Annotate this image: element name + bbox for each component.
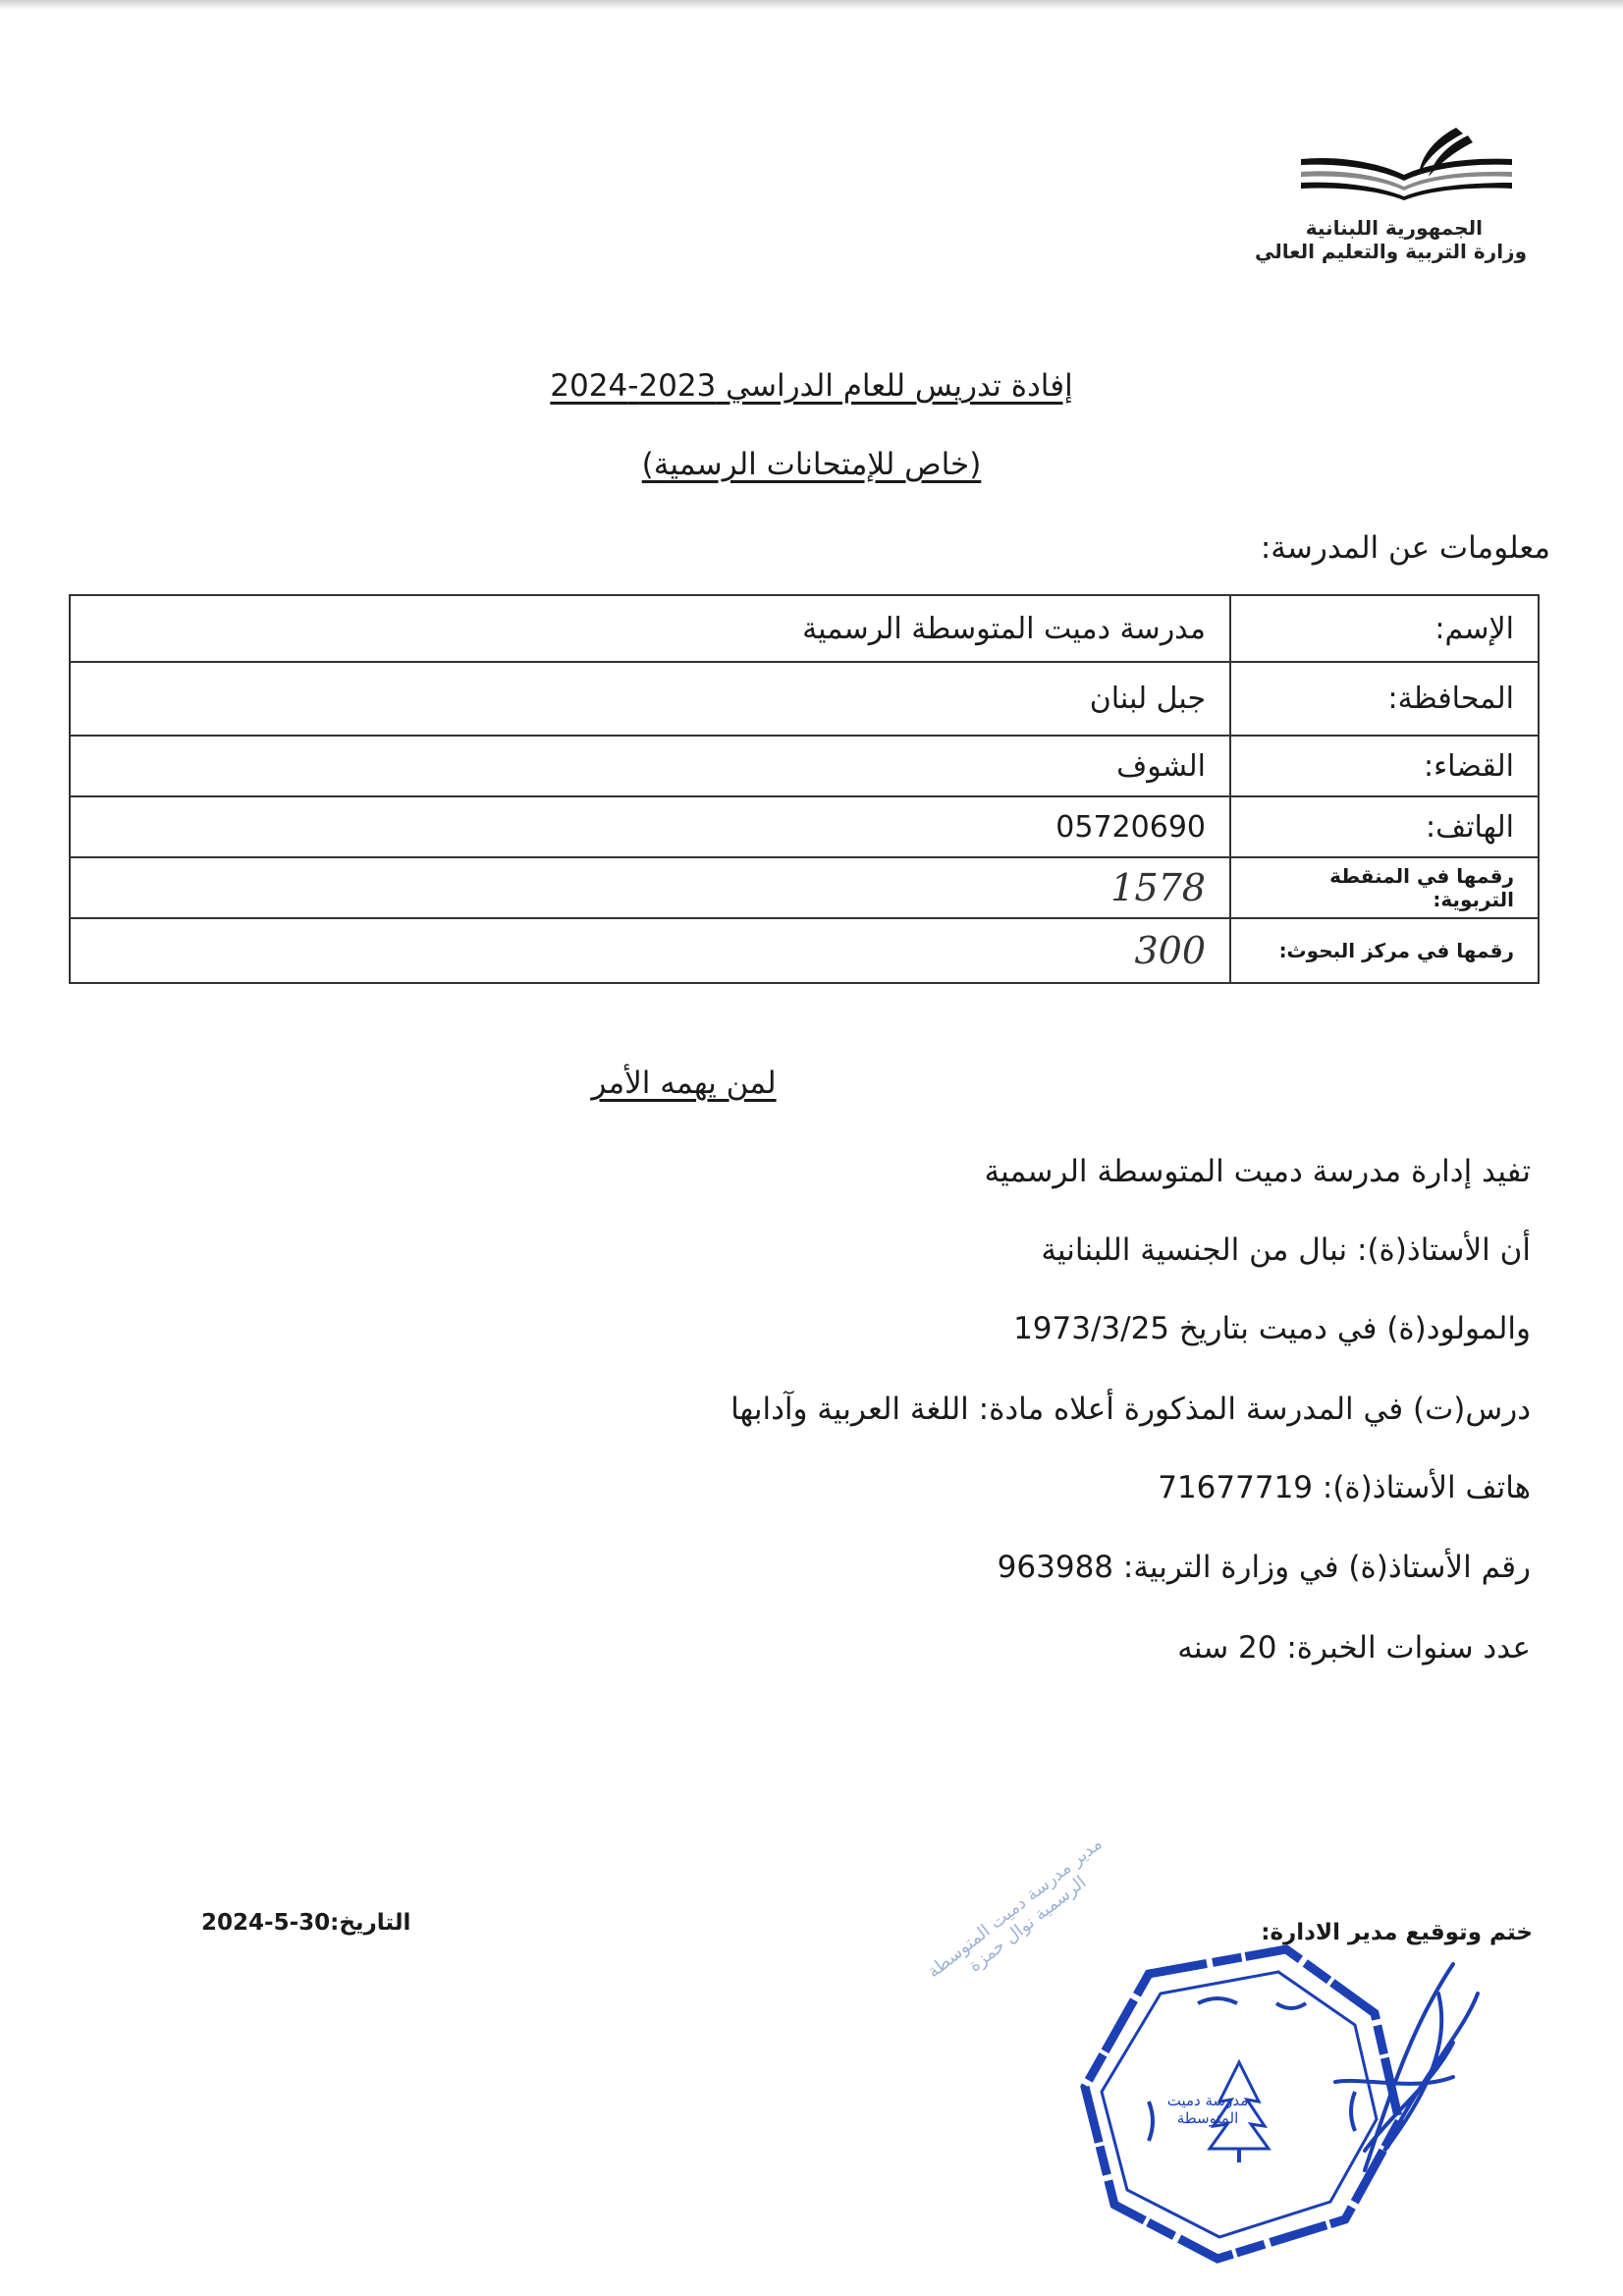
educational-zone-number-label: رقمها في المنقطة التربوية:: [1230, 857, 1539, 918]
table-row: [70, 918, 1539, 983]
phone-value: 05720690: [70, 796, 1230, 857]
letter-line-birth: والمولود(ة) في دميت بتاريخ 1973/3/25: [1013, 1311, 1531, 1346]
official-stamp-icon: [903, 1856, 1512, 2288]
scan-edge: [0, 0, 1623, 10]
school-info-heading: معلومات عن المدرسة:: [1260, 530, 1550, 566]
district-label: القضاء:: [1230, 736, 1539, 796]
phone-label: الهاتف:: [1230, 796, 1539, 857]
research-center-number-label: رقمها في مركز البحوث:: [1230, 918, 1539, 983]
stamp-signature-area: [903, 1832, 1512, 2288]
to-whom-heading: [0, 1066, 1495, 1101]
governorate-value: جبل لبنان: [70, 662, 1230, 736]
document-subtitle-text: (خاص للإمتحانات الرسمية): [641, 447, 982, 482]
signature-label: ختم وتوقيع مدير الادارة:: [1261, 1920, 1533, 1945]
table-row: [70, 595, 1539, 662]
to-whom-text: لمن يهمه الأمر: [591, 1066, 777, 1101]
district-value: الشوف: [70, 736, 1230, 796]
letter-line-experience: عدد سنوات الخبرة: 20 سنه: [1177, 1630, 1531, 1666]
school-info-table: [69, 594, 1540, 984]
document-title: [88, 368, 1535, 404]
ministry-label: وزارة التربية والتعليم العالي: [1255, 240, 1527, 263]
faded-director-stamp: مدير مدرسة دميت المتوسطة الرسمية نوال حمزة: [923, 1832, 1107, 1983]
table-row: [70, 857, 1539, 918]
research-center-number-value: 300: [70, 918, 1230, 983]
name-label: الإسم:: [1230, 595, 1539, 662]
name-value: مدرسة دميت المتوسطة الرسمية: [70, 595, 1230, 662]
table-row: [70, 662, 1539, 736]
ministry-logo: [1255, 118, 1537, 265]
table-row: [70, 736, 1539, 796]
educational-zone-number-value: 1578: [70, 857, 1230, 918]
open-book-icon: [1271, 118, 1537, 216]
document-date: التاريخ:30-5-2024: [201, 1910, 411, 1936]
document-subtitle: [88, 447, 1535, 482]
stamp-school-name: مدرسة دميت المتوسطة: [1166, 2092, 1249, 2127]
letter-line-teacher: أن الأستاذ(ة): نبال من الجنسية اللبنانية: [1041, 1232, 1531, 1268]
letter-line-school: تفيد إدارة مدرسة دميت المتوسطة الرسمية: [984, 1154, 1531, 1189]
republic-label: الجمهورية اللبنانية: [1305, 216, 1483, 240]
letter-line-ministry-number: رقم الأستاذ(ة) في وزارة التربية: 963988: [997, 1550, 1531, 1585]
table-row: [70, 796, 1539, 857]
governorate-label: المحافظة:: [1230, 662, 1539, 736]
letter-line-teacher-phone: هاتف الأستاذ(ة): 71677719: [1158, 1470, 1531, 1505]
letter-line-subject: درس(ت) في المدرسة المذكورة أعلاه مادة: اللغة العربية وآدابها: [730, 1392, 1531, 1427]
document-title-text: إفادة تدريس للعام الدراسي 2023-2024: [550, 368, 1073, 404]
